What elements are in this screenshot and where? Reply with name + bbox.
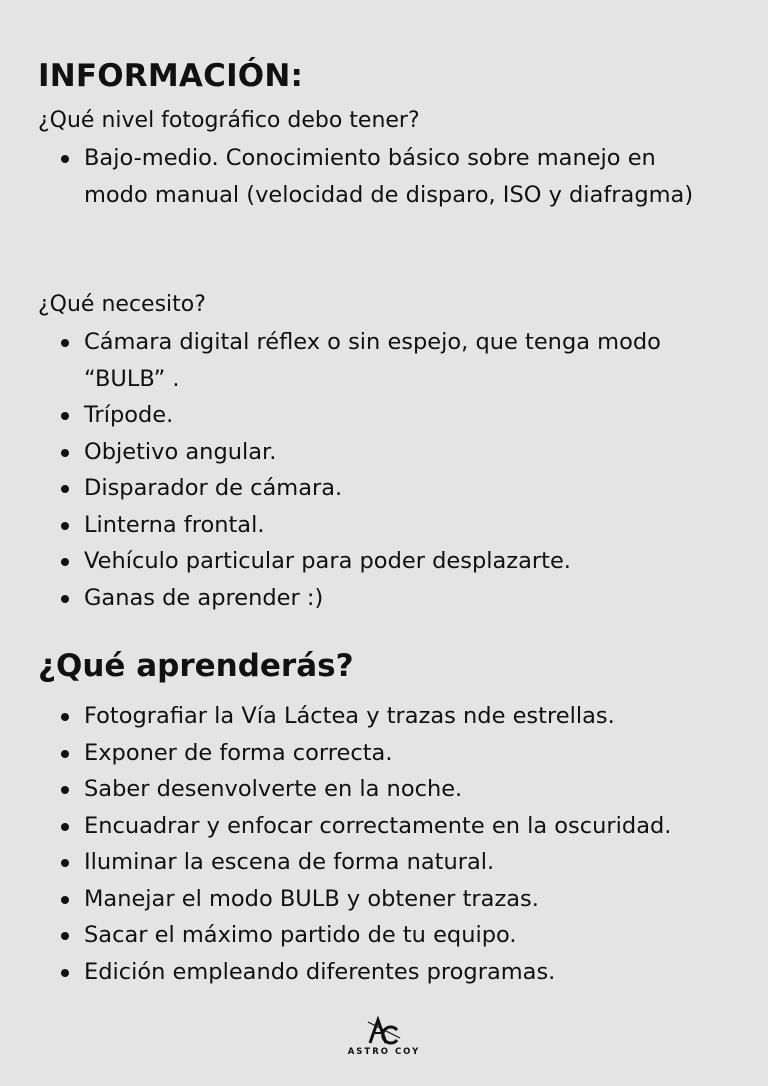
list-item: Cámara digital réflex o sin espejo, que tenga modo “BULB” . [0, 324, 740, 397]
list-item: Sacar el máximo partido de tu equipo. [0, 917, 740, 954]
page-title: INFORMACIÓN: [38, 58, 304, 94]
list-item: Fotografiar la Vía Láctea y trazas nde estrellas. [0, 698, 740, 735]
list-item: Encuadrar y enfocar correctamente en la oscuridad. [0, 808, 740, 845]
list-item: Ganas de aprender :) [0, 580, 740, 617]
list-item: Iluminar la escena de forma natural. [0, 844, 740, 881]
list-item: Linterna frontal. [0, 507, 740, 544]
needs-list [0, 324, 740, 616]
learn-list [0, 698, 740, 990]
list-item: Objetivo angular. [0, 434, 740, 471]
list-item: Disparador de cámara. [0, 470, 740, 507]
astro-coy-logo [344, 1016, 424, 1066]
list-item: Vehículo particular para poder desplazarte. [0, 543, 740, 580]
learn-heading: ¿Qué aprenderás? [38, 648, 354, 684]
list-item: Trípode. [0, 397, 740, 434]
astro-coy-mark-icon [366, 1016, 402, 1046]
list-item: Edición empleando diferentes programas. [0, 954, 740, 991]
question-level: ¿Qué nivel fotográfico debo tener? [38, 108, 420, 133]
list-item: Saber desenvolverte en la noche. [0, 771, 740, 808]
logo-text: ASTRO COY [347, 1047, 421, 1057]
question-needs: ¿Qué necesito? [38, 292, 206, 317]
level-list [0, 140, 740, 213]
list-item: Manejar el modo BULB y obtener trazas. [0, 881, 740, 918]
list-item: Bajo-medio. Conocimiento básico sobre manejo en modo manual (velocidad de disparo, ISO y diafragma) [0, 140, 740, 213]
list-item: Exponer de forma correcta. [0, 735, 740, 772]
